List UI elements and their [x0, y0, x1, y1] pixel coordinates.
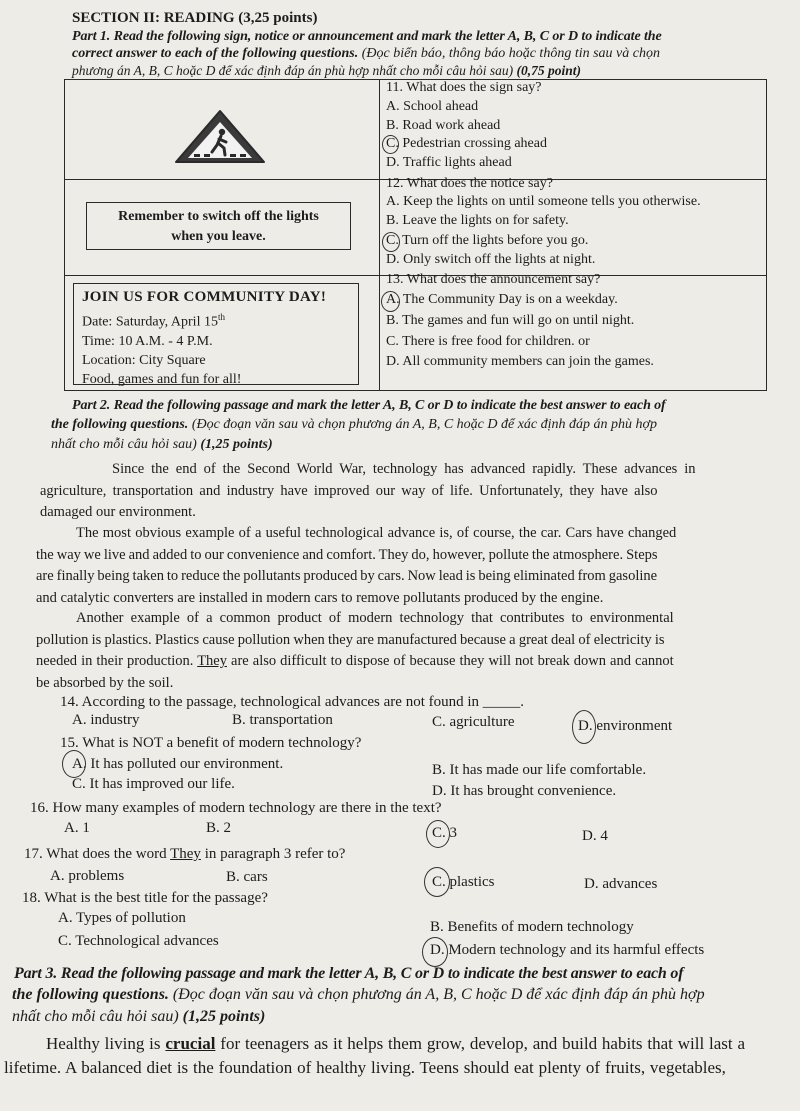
q14-option-d[interactable]: D. environment: [578, 718, 673, 734]
q12-option-a[interactable]: A. Keep the lights on until someone tells you otherwise.: [386, 194, 701, 209]
q17-option-b[interactable]: B. cars: [226, 869, 268, 885]
q15-stem: 15. What is NOT a benefit of modern technology?: [60, 735, 362, 751]
answer-mark-q15: [62, 750, 86, 778]
answer-mark-q13: [381, 291, 400, 312]
q15-option-d[interactable]: D. It has brought convenience.: [432, 783, 617, 799]
q11-option-a[interactable]: A. School ahead: [386, 99, 479, 114]
q16-option-d[interactable]: D. 4: [582, 828, 608, 844]
q11-option-d[interactable]: D. Traffic lights ahead: [386, 155, 512, 170]
q17-option-c[interactable]: C. plastics: [432, 874, 495, 890]
q18-option-c[interactable]: C. Technological advances: [58, 933, 219, 949]
q14-option-a[interactable]: A. industry: [72, 712, 140, 728]
q17-option-a[interactable]: A. problems: [50, 868, 125, 884]
p3-line1: Another example of a common product of modern technology that contributes to environmental: [76, 610, 674, 626]
part3-instruction-line2: [12, 986, 705, 1004]
part1-instruction-line2: [72, 46, 660, 62]
p3-line4: be absorbed by the soil.: [36, 674, 174, 691]
q14-stem: [60, 694, 524, 711]
q11-option-c[interactable]: C. Pedestrian crossing ahead: [386, 136, 547, 151]
p3-line3: [36, 651, 771, 673]
passage-paragraph-2: [36, 523, 771, 609]
announcement-title: JOIN US FOR COMMUNITY DAY!: [82, 289, 327, 305]
part1-instruction-bold: correct answer to each of the following questions.: [72, 46, 359, 61]
p2-line4: and catalytic converters are installed in modern cars to remove pollutants produced by the engine.: [36, 589, 604, 606]
announcement-food: Food, games and fun for all!: [82, 371, 242, 387]
section-title: SECTION II: READING (3,25 points): [72, 10, 318, 26]
p3-word-they: They: [197, 653, 227, 670]
part1-instruction-line3: [72, 63, 581, 79]
q14-blank: _____.: [482, 694, 525, 710]
answer-mark-q11: [382, 135, 399, 154]
p2-line1: The most obvious example of a useful technological advance is, of course, the car. Cars have changed: [76, 525, 677, 541]
announcement-time: Time: 10 A.M. - 4 P.M.: [82, 333, 213, 349]
q13-stem: 13. What does the announcement say?: [386, 272, 601, 287]
q17-stem-word: They: [170, 846, 201, 862]
part1-instruction-vi: (Đọc biển báo, thông báo hoặc thông tin sau và chọn: [361, 46, 660, 61]
table-divider-vertical: [379, 80, 380, 390]
part2-instruction-bold: the following questions.: [51, 417, 189, 432]
q11-stem: 11. What does the sign say?: [386, 80, 542, 95]
part3-line1-pre: Healthy living is: [46, 1034, 161, 1053]
p1-line3: damaged our environment.: [40, 504, 196, 521]
part3-word-crucial: crucial: [165, 1034, 216, 1053]
part3-points: (1,25 points): [182, 1008, 266, 1025]
announcement-box: [73, 283, 359, 385]
q12-option-d[interactable]: D. Only switch off the lights at night.: [386, 252, 596, 267]
q16-stem: 16. How many examples of modern technology are there in the text?: [30, 800, 442, 816]
q17-stem-post: in paragraph 3 refer to?: [204, 846, 346, 862]
q15-option-b[interactable]: B. It has made our life comfortable.: [432, 762, 647, 778]
q13-option-a[interactable]: A. The Community Day is on a weekday.: [386, 292, 618, 307]
q12-option-c[interactable]: C. Turn off the lights before you go.: [386, 233, 589, 248]
p3-line2: pollution is plastics. Plastics cause pollution when they are manufactured because a great deal of electricity is: [36, 631, 665, 648]
part2-instruction-line1: Part 2. Read the following passage and mark the letter A, B, C or D to indicate the best answer to each of: [72, 398, 666, 413]
announcement-date-sup: th: [217, 312, 225, 322]
part1-instruction-line1: Part 1. Read the following sign, notice or announcement and mark the letter A, B, C or D to indicate the: [72, 29, 662, 44]
p2-line3: are finally being taken to reduce the pollutants produced by cars. Now lead is being eliminated from gasoline: [36, 568, 658, 585]
answer-mark-q14: [572, 710, 596, 744]
q18-option-a[interactable]: A. Types of pollution: [58, 910, 186, 926]
p2-line2: the way we live and added to our convenience and comfort. They do, however, pollute the atmosphere. Steps: [36, 546, 658, 563]
part2-instruction-vi: (Đọc đoạn văn sau và chọn phương án A, B, C hoặc D để xác định đáp án phù hợp: [191, 417, 658, 432]
q14-option-c[interactable]: C. agriculture: [432, 714, 515, 730]
p1-line1: Since the end of the Second World War, technology has advanced rapidly. These advances in: [112, 461, 696, 477]
part3-paragraph-line1: [46, 1034, 745, 1054]
part3-paragraph-line2: lifetime. A balanced diet is the foundation of healthy living. Teens should eat plenty of fruits, vegetables,: [4, 1058, 726, 1077]
part2-instruction-line2: [51, 417, 657, 433]
announcement-date-text: Date: Saturday, April 15: [82, 314, 218, 330]
q12-option-b[interactable]: B. Leave the lights on for safety.: [386, 213, 569, 228]
answer-mark-q16: [426, 820, 450, 848]
q13-option-b[interactable]: B. The games and fun will go on until night.: [386, 313, 635, 328]
q14-option-b[interactable]: B. transportation: [232, 712, 333, 728]
q16-option-b[interactable]: B. 2: [206, 820, 232, 836]
announcement-location: Location: City Square: [82, 352, 206, 368]
answer-mark-q17: [424, 867, 450, 897]
q15-option-a[interactable]: A. It has polluted our environment.: [72, 756, 284, 772]
q16-option-a[interactable]: A. 1: [64, 820, 90, 836]
q18-stem: 18. What is the best title for the passage?: [22, 890, 268, 906]
part1-instruction-vi-2: phương án A, B, C hoặc D để xác định đáp án phù hợp nhất cho mỗi câu hỏi sau): [72, 63, 514, 78]
q13-option-d[interactable]: D. All community members can join the games.: [386, 354, 654, 369]
part3-instruction-line3: [12, 1008, 265, 1026]
part3-instruction-bold: the following questions.: [12, 986, 169, 1003]
q17-stem: [24, 846, 345, 863]
p1-line2: agriculture, transportation and industry have improved our way of life. Unfortunately, they have also: [40, 482, 658, 499]
p3-line3-text: needed in their production.: [36, 653, 194, 670]
q13-option-c[interactable]: C. There is free food for children. or: [386, 334, 590, 349]
p3-line3-rest: are also difficult to dispose of because they will not break down and cannot: [231, 653, 674, 670]
notice-line1: Remember to switch off the lights: [118, 209, 319, 224]
q15-option-c[interactable]: C. It has improved our life.: [72, 776, 235, 792]
answer-mark-q12: [382, 232, 400, 252]
q18-option-b[interactable]: B. Benefits of modern technology: [430, 919, 634, 935]
notice-box: [86, 202, 351, 250]
pedestrian-crossing-sign-icon: [172, 108, 268, 171]
q18-option-d[interactable]: D. Modern technology and its harmful effects: [430, 942, 705, 958]
q14-stem-text: 14. According to the passage, technological advances are not found in: [60, 694, 480, 710]
q11-option-b[interactable]: B. Road work ahead: [386, 118, 501, 133]
part2-instruction-line3: [51, 437, 273, 453]
q17-option-d[interactable]: D. advances: [584, 876, 658, 892]
announcement-date: [82, 308, 358, 332]
part1-points: (0,75 point): [516, 63, 581, 78]
passage-paragraph-3: [36, 608, 771, 694]
part2-instruction-vi-2: nhất cho mỗi câu hỏi sau): [51, 437, 197, 452]
notice-line2: when you leave.: [171, 229, 266, 244]
q16-option-c[interactable]: C. 3: [432, 825, 458, 841]
answer-mark-q18: [422, 937, 448, 967]
passage-paragraph-1: [40, 459, 768, 524]
q17-stem-pre: 17. What does the word: [24, 846, 167, 862]
part3-instruction-vi-2: nhất cho mỗi câu hỏi sau): [12, 1008, 179, 1025]
q12-stem: 12. What does the notice say?: [386, 176, 553, 191]
part3-line1-post: for teenagers as it helps them grow, develop, and build habits that will last a: [220, 1034, 746, 1053]
part2-points: (1,25 points): [200, 437, 273, 452]
part3-instruction-vi: (Đọc đoạn văn sau và chọn phương án A, B, C hoặc D để xác định đáp án phù hợp: [172, 986, 705, 1003]
part3-instruction-line1: Part 3. Read the following passage and mark the letter A, B, C or D to indicate the best answer to each of: [14, 965, 684, 982]
